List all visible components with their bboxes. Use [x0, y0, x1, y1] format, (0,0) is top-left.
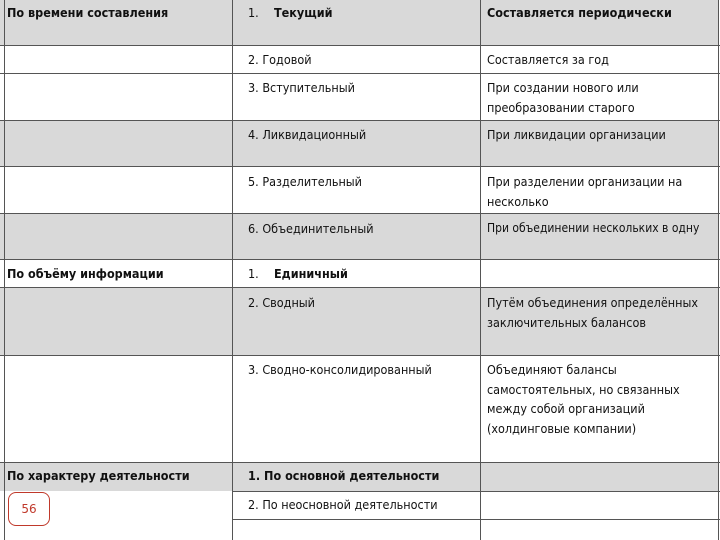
balance-type-entry [248, 360, 432, 380]
divider [0, 166, 720, 167]
row-number: 1. [248, 5, 259, 20]
row-number: 4. [248, 127, 259, 142]
row-number: 1. [248, 266, 259, 281]
divider [0, 213, 720, 214]
balance-type: Текущий [274, 5, 333, 20]
balance-type: По неосновной деятельности [262, 497, 438, 512]
divider [0, 120, 720, 121]
balance-description: Составляется за год [487, 52, 609, 67]
group-label: По времени составления [7, 5, 169, 20]
row-number: 6. [248, 221, 259, 236]
balance-description: Путём объединения определённых заключительных балансов [487, 295, 699, 330]
balance-type: Годовой [262, 52, 312, 67]
balance-type: Ликвидационный [262, 127, 367, 142]
balance-type-entry [248, 293, 315, 313]
balance-description: Составляется периодически [487, 5, 672, 20]
divider [0, 287, 720, 288]
row-number: 3. [248, 362, 259, 377]
row-number: 2. [248, 52, 259, 67]
balance-type: Сводно-консолидированный [262, 362, 432, 377]
balance-description: При создании нового или преобразовании старого [487, 80, 639, 115]
divider [232, 491, 720, 492]
balance-type: Сводный [262, 295, 315, 310]
divider [232, 519, 720, 520]
row-number: 1. [248, 468, 261, 483]
divider [0, 355, 720, 356]
balance-type-entry [248, 495, 438, 515]
balance-type: По основной деятельности [264, 468, 440, 483]
balance-type-entry [248, 125, 366, 145]
divider [480, 0, 481, 540]
balance-type: Единичный [274, 266, 348, 281]
balance-description: При ликвидации организации [487, 127, 666, 142]
balance-type-entry [248, 50, 312, 70]
balance-type: Объединительный [262, 221, 374, 236]
divider [232, 0, 233, 540]
balance-type: Вступительный [262, 80, 355, 95]
balance-type-entry [248, 78, 355, 98]
balance-type-entry [248, 172, 362, 192]
divider [0, 259, 720, 260]
divider [0, 45, 720, 46]
divider [4, 0, 5, 540]
balance-description: Объединяют балансы самостоятельных, но связанных между собой организаций (холдинговые компании) [487, 362, 680, 436]
divider [0, 73, 720, 74]
balance-type: Разделительный [262, 174, 362, 189]
balance-type-entry [248, 466, 439, 486]
divider [0, 462, 720, 463]
page-number-badge: 56 [8, 492, 50, 526]
group-label: По объёму информации [7, 266, 164, 281]
row-number: 3. [248, 80, 259, 95]
balance-description: При объединении нескольких в одну [487, 221, 700, 235]
balance-type-entry [248, 219, 374, 239]
divider [718, 0, 719, 540]
row-number: 5. [248, 174, 259, 189]
row-number: 2. [248, 497, 259, 512]
group-label: По характеру деятельности [7, 468, 190, 483]
row-number: 2. [248, 295, 259, 310]
balance-description: При разделении организации на несколько [487, 174, 683, 209]
